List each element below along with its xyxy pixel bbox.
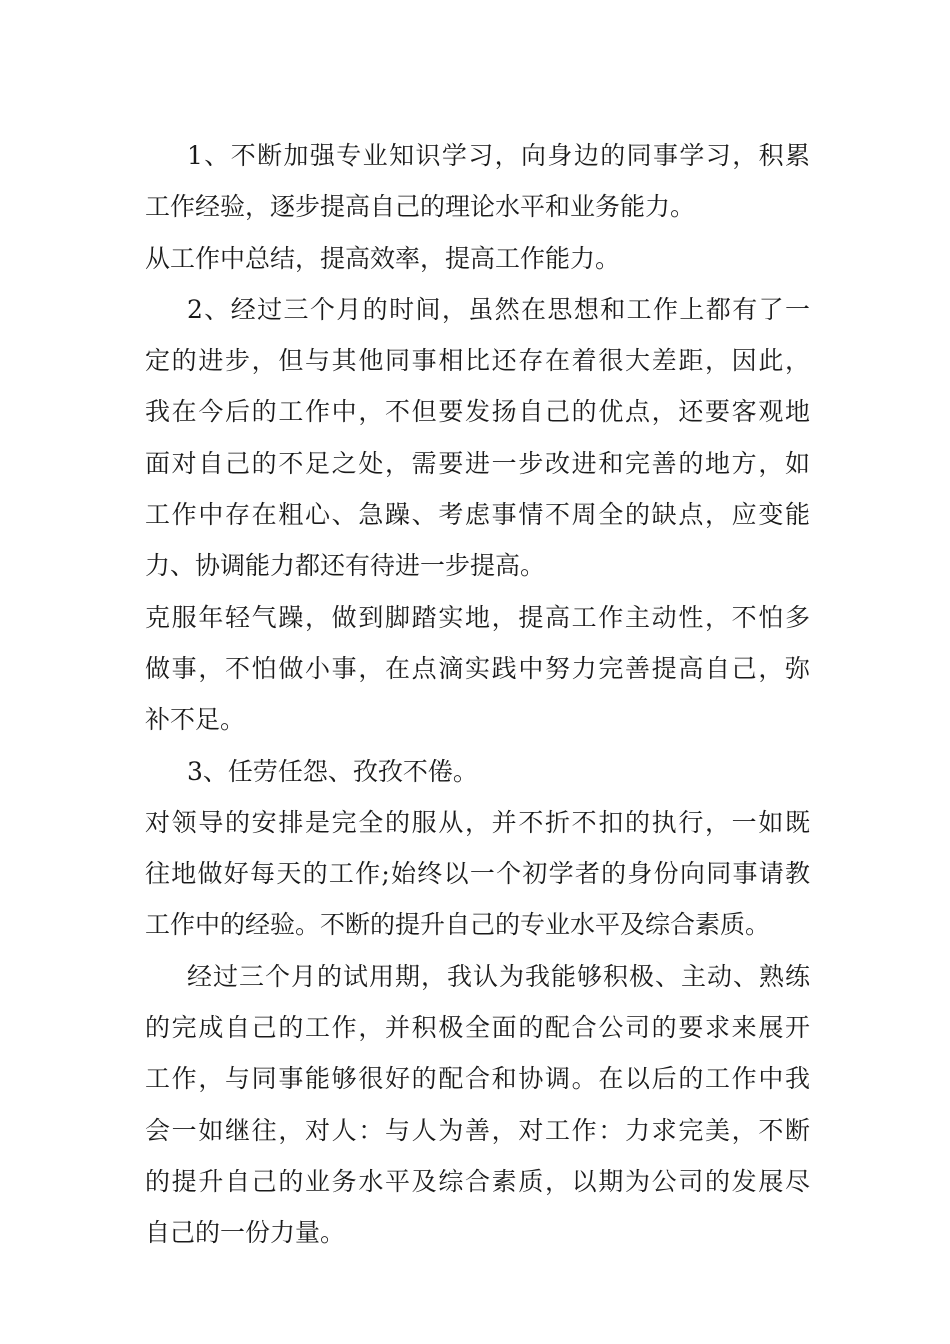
text-line: 工作经验，逐步提高自己的理论水平和业务能力。 xyxy=(145,192,696,222)
text-line: 从工作中总结，提高效率，提高工作能力。 xyxy=(145,243,621,273)
text-line: 2、经过三个月的时间，虽然在思想和工作上都有了一 xyxy=(187,294,810,324)
text-line: 补不足。 xyxy=(145,705,246,735)
text-line: 对领导的安排是完全的服从，并不折不扣的执行，一如既 xyxy=(145,807,810,837)
text-line: 经过三个月的试用期，我认为我能够积极、主动、熟练 xyxy=(187,961,810,991)
text-line: 做事，不怕做小事，在点滴实践中努力完善提高自己，弥 xyxy=(145,653,810,683)
body-text xyxy=(145,130,810,1259)
text-line: 工作中存在粗心、急躁、考虑事情不周全的缺点，应变能 xyxy=(145,500,810,530)
text-line: 会一如继往，对人：与人为善，对工作：力求完美，不断 xyxy=(145,1115,810,1145)
text-line: 自己的一份力量。 xyxy=(145,1218,346,1248)
text-line: 力、协调能力都还有待进一步提高。 xyxy=(145,551,546,581)
text-line: 面对自己的不足之处，需要进一步改进和完善的地方，如 xyxy=(145,448,810,478)
text-line: 工作中的经验。不断的提升自己的专业水平及综合素质。 xyxy=(145,910,771,940)
text-line: 定的进步，但与其他同事相比还存在着很大差距，因此， xyxy=(145,346,810,376)
text-line: 工作，与同事能够很好的配合和协调。在以后的工作中我 xyxy=(145,1064,810,1094)
text-line: 1、不断加强专业知识学习，向身边的同事学习，积累 xyxy=(187,141,810,170)
text-line: 往地做好每天的工作;始终以一个初学者的身份向同事请教 xyxy=(145,859,810,889)
text-line: 3、任劳任怨、孜孜不倦。 xyxy=(187,756,478,786)
text-line: 的完成自己的工作，并积极全面的配合公司的要求来展开 xyxy=(145,1013,810,1043)
text-line: 克服年轻气躁，做到脚踏实地，提高工作主动性，不怕多 xyxy=(145,602,810,632)
text-line: 我在今后的工作中，不但要发扬自己的优点，还要客观地 xyxy=(145,397,810,427)
text-line: 的提升自己的业务水平及综合素质，以期为公司的发展尽 xyxy=(145,1166,810,1196)
